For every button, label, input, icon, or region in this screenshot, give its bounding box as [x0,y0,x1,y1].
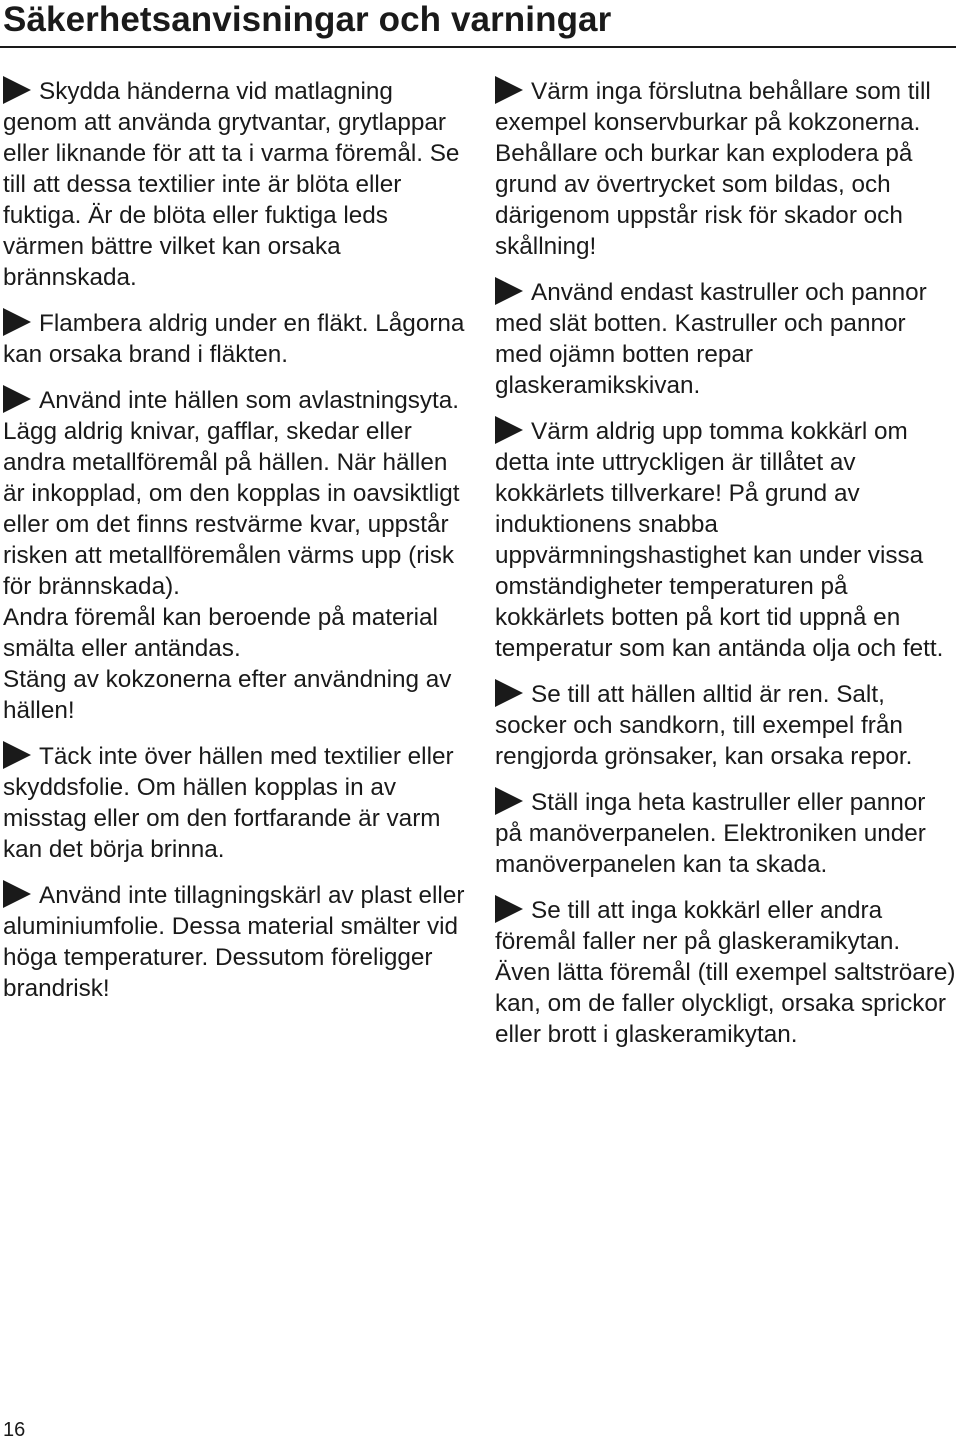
triangle-right-icon [3,385,31,413]
page-number: 16 [3,1419,26,1441]
triangle-right-icon [3,308,31,336]
safety-item-subtext: Stäng av kokzonerna efter användning av hällen! [3,666,452,724]
safety-item [495,895,957,1050]
triangle-right-icon [495,76,523,104]
triangle-right-icon [3,741,31,769]
title-divider [0,46,956,48]
safety-item-text: Se till att inga kokkärl eller andra föremål faller ner på glaskeramikytan. Även lätta föremål (till exempel saltströare) kan, om de faller olyckligt, orsaka sprickor eller brott i glaskeramikytan. [495,897,956,1048]
triangle-right-icon [495,416,523,444]
triangle-right-icon [495,787,523,815]
safety-item [495,679,957,772]
safety-item-text: Ställ inga heta kastruller eller pannor på manöverpanelen. Elektroniken under manöverpanelen kan ta skada. [495,789,926,878]
safety-item-text: Flambera aldrig under en fläkt. Lågorna kan orsaka brand i fläkten. [3,310,465,368]
safety-item-text: Använd endast kastruller och pannor med slät botten. Kastruller och pannor med ojämn botten repar glaskeramikskivan. [495,279,927,399]
safety-item-text: Använd inte tillagningskärl av plast eller aluminiumfolie. Dessa material smälter vid höga temperaturer. Dessutom föreligger brandrisk! [3,882,465,1002]
left-column [3,76,465,1019]
triangle-right-icon [3,880,31,908]
safety-item [495,787,957,880]
safety-item [495,76,957,262]
safety-item [3,76,465,293]
safety-item [3,385,465,726]
safety-item-text: Täck inte över hällen med textilier eller skyddsfolie. Om hällen kopplas in av misstag eller om den fortfarande är varm kan det börja brinna. [3,743,454,863]
safety-item [495,416,957,664]
page-title: Säkerhetsanvisningar och varningar [3,0,612,39]
safety-item [3,741,465,865]
safety-item [495,277,957,401]
safety-item-text: Skydda händerna vid matlagning genom att använda grytvantar, grytlappar eller liknande för att ta i varma föremål. Se till att dessa textilier inte är blöta eller fuktiga. Är de blöta eller fuktiga leds värmen bättre vilket kan orsaka brännskada. [3,78,460,291]
triangle-right-icon [495,679,523,707]
safety-item-subtext: Lägg aldrig knivar, gafflar, skedar eller andra metallföremål på hällen. När hällen är inkopplad, om den kopplas in oavsiktligt eller om det finns restvärme kvar, uppstår risken att metallföremålen värms upp (risk för brännskada). [3,418,460,600]
safety-item-text: Värm inga förslutna behållare som till exempel konservburkar på kokzonerna. Behållare och burkar kan explodera på grund av övertrycket som bildas, och därigenom uppstår risk för skador och skållning! [495,78,931,260]
safety-item-text: Värm aldrig upp tomma kokkärl om detta inte uttryckligen är tillåtet av kokkärlets tillverkare! På grund av induktionens snabba uppvärmningshastighet kan under vissa omständigheter temperaturen på kokkärlets botten på kort tid uppnå en temperatur som kan antända olja och fett. [495,418,944,662]
safety-item [3,880,465,1004]
safety-item [3,308,465,370]
safety-item-subtext: Andra föremål kan beroende på material smälta eller antändas. [3,604,438,662]
triangle-right-icon [3,76,31,104]
right-column [495,76,957,1065]
safety-item-text: Använd inte hällen som avlastningsyta. [39,387,460,414]
safety-item-text: Se till att hällen alltid är ren. Salt, socker och sandkorn, till exempel från rengjorda grönsaker, kan orsaka repor. [495,681,913,770]
triangle-right-icon [495,895,523,923]
triangle-right-icon [495,277,523,305]
